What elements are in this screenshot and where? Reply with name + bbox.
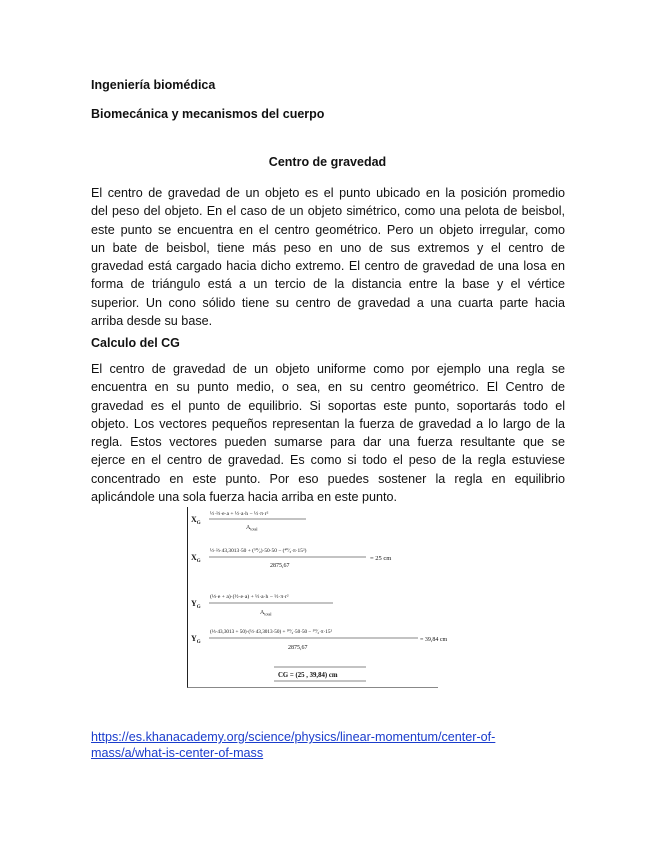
paragraph-line: arriba desde su base. bbox=[91, 314, 213, 329]
paragraph-line: concentrado en este punto. Por eso puedes sostener la regla en equilibrio bbox=[91, 471, 565, 486]
paragraph-line: del peso del objeto. En el caso de un objeto simétrico, como una pelota de beisbol, bbox=[91, 204, 565, 219]
yc-label: $Y_G$ bbox=[191, 634, 201, 645]
section-heading: Calculo del CG bbox=[91, 336, 180, 350]
link-line-2[interactable]: mass/a/what-is-center-of-mass bbox=[91, 746, 264, 760]
document-title: Centro de gravedad bbox=[268, 155, 387, 169]
paragraph-line: El centro de gravedad de un objeto uniforme como por ejemplo una regla se bbox=[91, 362, 565, 376]
xc-result: = 25 cm bbox=[370, 555, 392, 562]
paragraph-line: objeto. Los vectores pequeños representan la fuerza de gravedad a lo largo de la bbox=[91, 416, 565, 431]
yc-numerator: (⅓·43,3013 + 50)·(½·43,3013·50) + ⁵⁰⁄₂·50·50 − ⁵⁰⁄₂·π·15² bbox=[210, 629, 333, 635]
course-title: Ingeniería biomédica bbox=[91, 78, 216, 92]
link-line-1[interactable]: https://es.khanacademy.org/science/physics/linear-momentum/center-of- bbox=[91, 730, 496, 744]
xg-label: $X_G$ bbox=[191, 515, 201, 526]
paragraph-line: ejerce en el centro de gravedad. Es como si todo el peso de la regla estuviese bbox=[91, 453, 565, 468]
course-subtitle: Biomecánica y mecanismos del cuerpo bbox=[91, 107, 325, 121]
cg-result: CG = (25 , 39,84) cm bbox=[278, 672, 338, 679]
section-paragraph bbox=[91, 360, 565, 506]
xc-label: $X_G$ bbox=[191, 553, 201, 564]
paragraph-line: regla. Estos vectores pueden sumarse para dar una fuerza resultante que se bbox=[91, 435, 565, 450]
yg-numerator: (⅓·e + a)·(½·e·a) + ½·a·h − ½·π·r² bbox=[210, 594, 289, 600]
intro-paragraph bbox=[91, 184, 565, 330]
xg-numerator: ½·⅔·e·a + ½·a·h − ½·π·r² bbox=[210, 511, 269, 517]
yc-result: = 39,84 cm bbox=[420, 637, 448, 643]
paragraph-line: gravedad es el punto de equilibrio. Si soportas este punto, soportarás todo el bbox=[91, 398, 565, 413]
xc-numerator: ½·⅔·43,3013·50 + (⁵⁰⁄₂)·50·50 − (⁴⁰⁄₃·π·15²) bbox=[210, 548, 307, 554]
paragraph-line: El centro de gravedad de un objeto es el punto ubicado en la posición promedio bbox=[91, 186, 565, 200]
yc-denominator: 2875,67 bbox=[288, 645, 308, 651]
paragraph-line: un bate de beisbol, tiene más peso en uno de sus extremos y el centro de bbox=[91, 240, 565, 255]
paragraph-line: forma de triángulo está a un tercio de la distancia entre la base y el vértice bbox=[91, 277, 565, 292]
paragraph-line: gravedad está cargado hacia dicho extremo. El centro de gravedad de una losa en bbox=[91, 259, 565, 274]
paragraph-line: este punto se encuentra en el centro geométrico. Pero un objeto irregular, como bbox=[91, 222, 565, 237]
equations-figure bbox=[188, 507, 448, 687]
khanacademy-link[interactable] bbox=[91, 729, 561, 761]
yg-denominator: $A_{total}$ bbox=[260, 610, 272, 617]
equation-image bbox=[187, 507, 448, 688]
paragraph-line: encuentra en su punto medio, o sea, en su centro geométrico. El Centro de bbox=[91, 380, 565, 395]
xc-denominator: 2875,67 bbox=[270, 563, 290, 569]
yg-label: $Y_G$ bbox=[191, 599, 201, 610]
xg-denominator: $A_{total}$ bbox=[246, 525, 258, 532]
paragraph-line: aplicándole una sola fuerza hacia arriba en este punto. bbox=[91, 490, 397, 505]
paragraph-line: superior. Un cono sólido tiene su centro de gravedad a una cuarta parte hacia bbox=[91, 295, 565, 310]
